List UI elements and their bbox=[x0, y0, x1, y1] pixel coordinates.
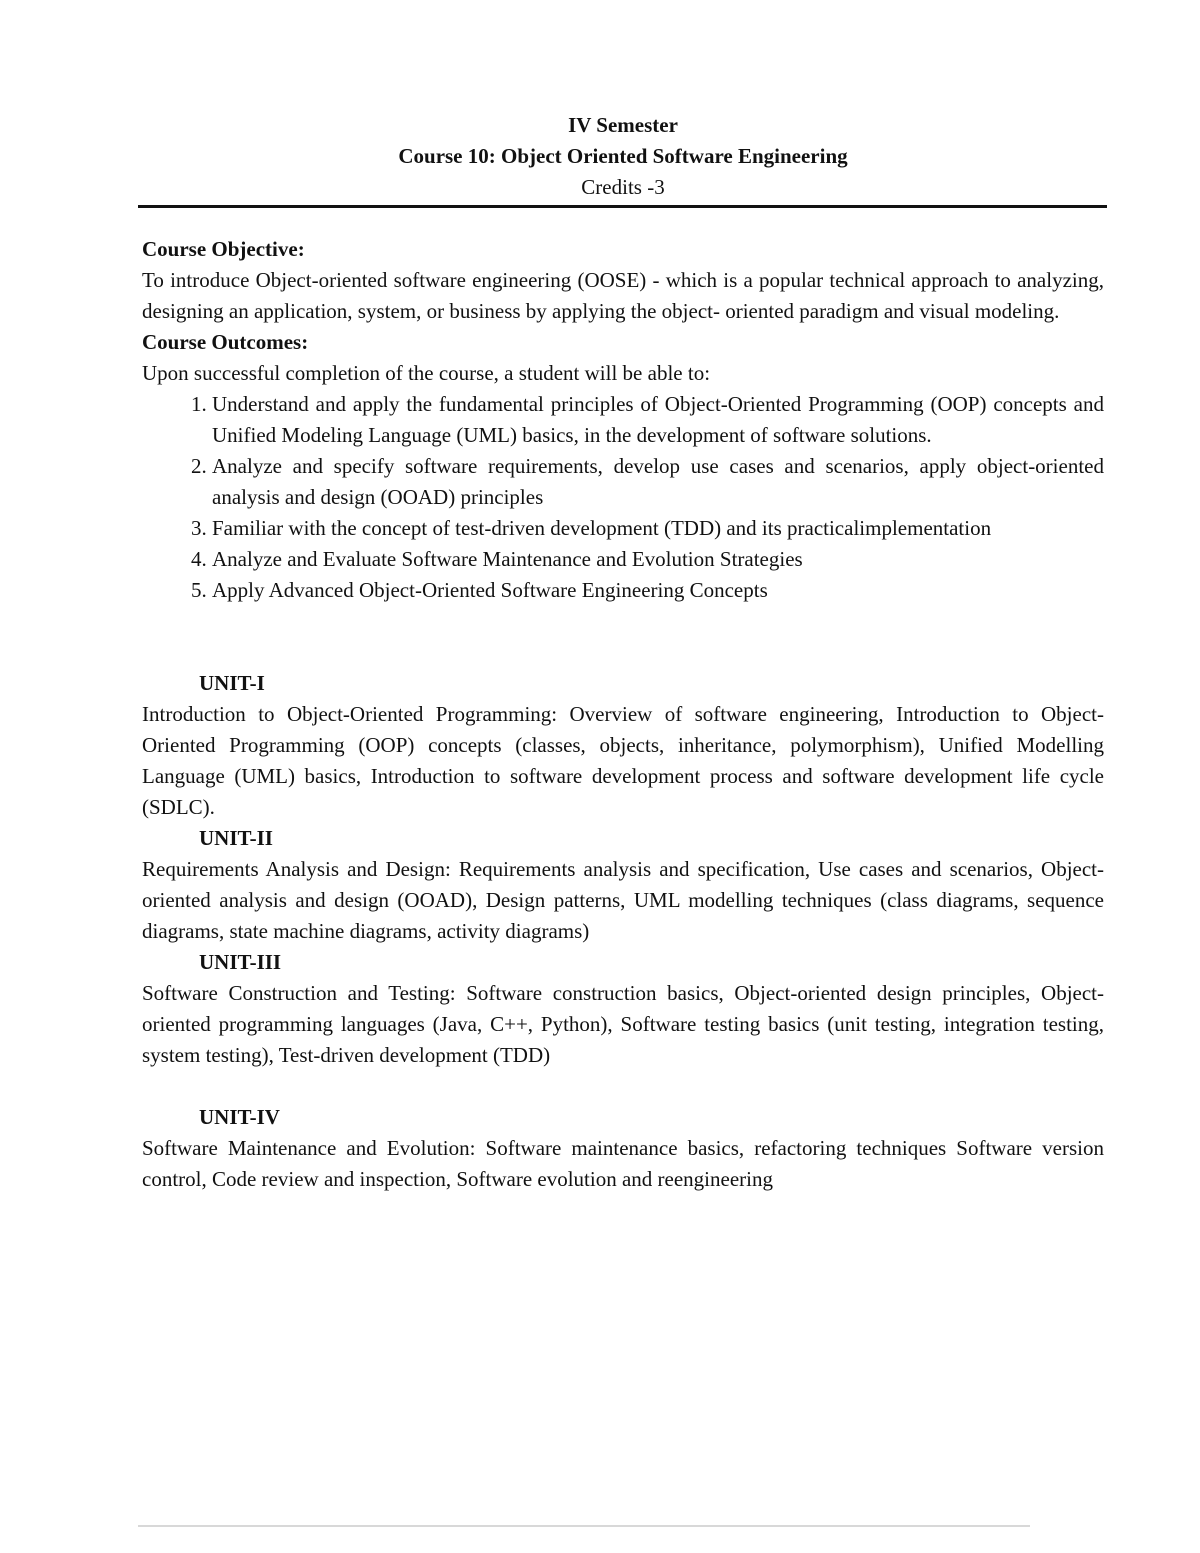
objective-text: To introduce Object-oriented software engineering (OOSE) - which is a popular technical approach to analyzing, designing an application, system, or business by applying the object- oriented paradigm and visual modeling. bbox=[142, 268, 1104, 323]
outcome-item: 1. Understand and apply the fundamental principles of Object-Oriented Programming (OOP) concepts and Unified Modeling Language (UML) basics, in the development of software solutions. bbox=[212, 389, 1104, 451]
course-title: Course 10: Object Oriented Software Engineering bbox=[398, 144, 848, 168]
outcome-item: 2. Analyze and specify software requirements, develop use cases and scenarios, apply object-oriented analysis and design (OOAD) principles bbox=[212, 451, 1104, 513]
unit-3-text: Software Construction and Testing: Software construction basics, Object-oriented design principles, Object-oriented programming languages (Java, C++, Python), Software testing basics (unit testing, integration testing, system testing), Test-driven development (TDD) bbox=[142, 981, 1104, 1067]
outcome-item: 3. Familiar with the concept of test-driven development (TDD) and its practicalimplementation bbox=[212, 513, 1104, 544]
unit-2-title: UNIT-II bbox=[199, 826, 273, 850]
unit-1-title: UNIT-I bbox=[199, 671, 265, 695]
objective-heading: Course Objective: bbox=[142, 237, 305, 261]
unit-3-title: UNIT-III bbox=[199, 950, 282, 974]
document-body bbox=[142, 234, 1104, 1195]
unit-2-text: Requirements Analysis and Design: Requirements analysis and specification, Use cases and scenarios, Object-oriented analysis and design (OOAD), Design patterns, UML modelling techniques (class diagrams, sequence diagrams, state machine diagrams, activity diagrams) bbox=[142, 857, 1104, 943]
unit-4-text: Software Maintenance and Evolution: Software maintenance basics, refactoring techniques Software version control, Code review and inspection, Software evolution and reengineering bbox=[142, 1136, 1104, 1191]
unit-4-title: UNIT-IV bbox=[199, 1105, 280, 1129]
header-divider bbox=[138, 205, 1107, 208]
unit-1-text: Introduction to Object-Oriented Programming: Overview of software engineering, Introduction to Object-Oriented Programming (OOP) concepts (classes, objects, inheritance, polymorphism), Unified Modelling Language (UML) basics, Introduction to software development process and software development life cycle (SDLC). bbox=[142, 702, 1104, 819]
footer-divider bbox=[138, 1525, 1030, 1527]
outcome-item: 5. Apply Advanced Object-Oriented Software Engineering Concepts bbox=[212, 575, 1104, 606]
outcomes-list bbox=[142, 389, 1104, 606]
credits-label: Credits -3 bbox=[581, 175, 665, 199]
outcome-item: 4. Analyze and Evaluate Software Maintenance and Evolution Strategies bbox=[212, 544, 1104, 575]
outcomes-heading: Course Outcomes: bbox=[142, 330, 309, 354]
document-header bbox=[140, 110, 1106, 203]
semester-heading: IV Semester bbox=[568, 113, 678, 137]
outcomes-intro: Upon successful completion of the course, a student will be able to: bbox=[142, 361, 711, 385]
